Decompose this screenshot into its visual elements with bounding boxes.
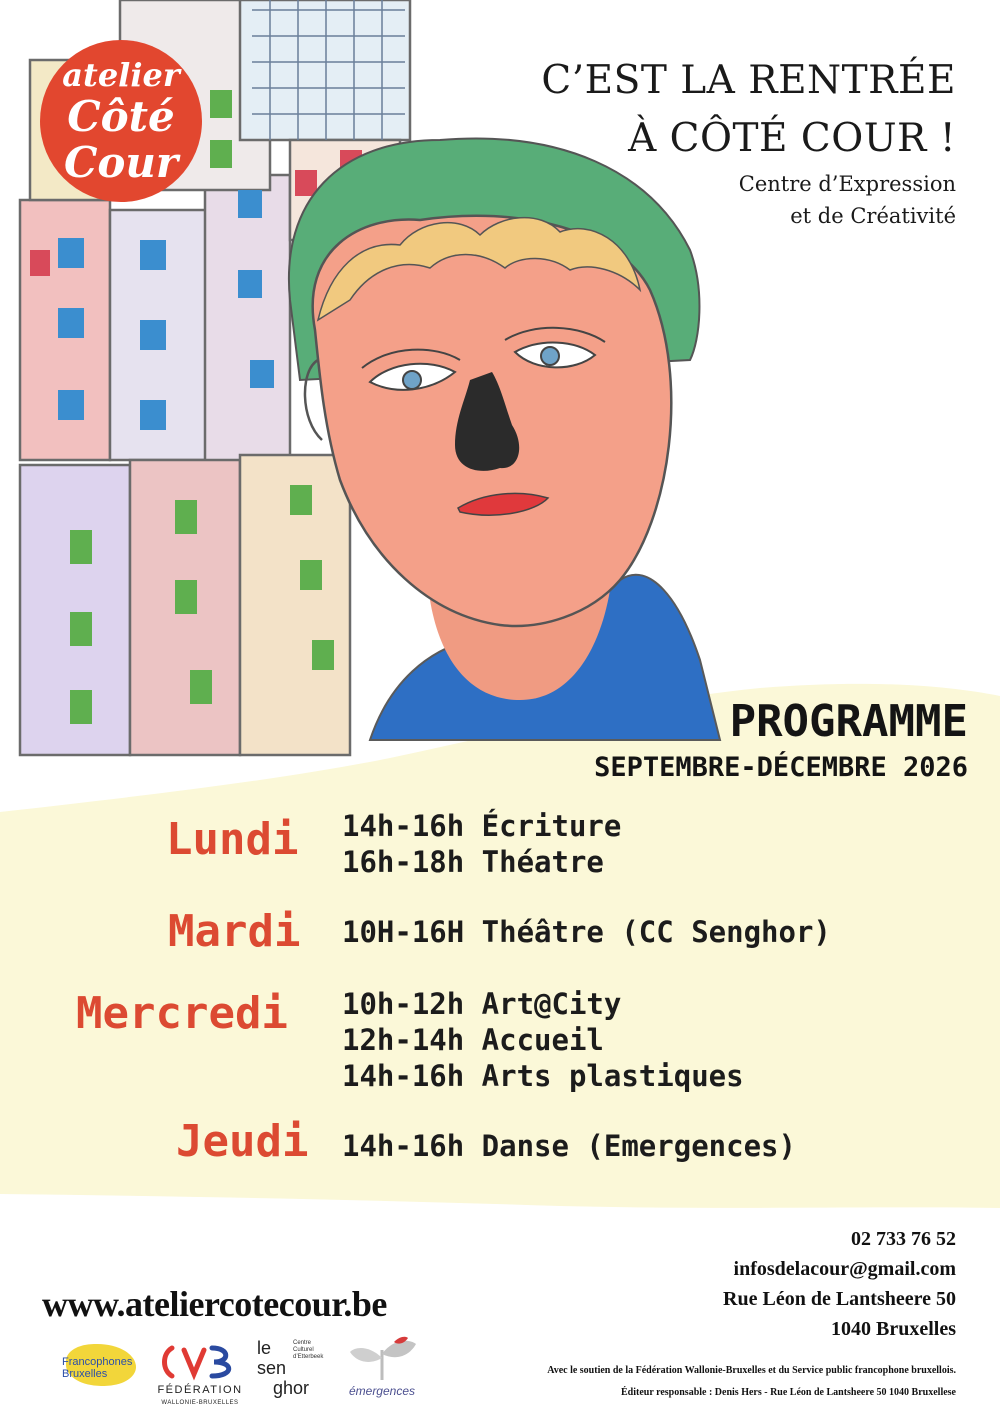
address-line-1: Rue Léon de Lantsheere 50: [723, 1288, 956, 1310]
headline-line-1: C’EST LA RENTRÉE: [541, 58, 956, 103]
schedule-jeudi: [342, 1128, 796, 1164]
schedule-slot: 14h-16h Danse (Emergences): [342, 1129, 796, 1163]
editor-text: Éditeur responsable : Denis Hers - Rue Léon de Lantsheere 50 1040 Bruxellese: [621, 1387, 956, 1398]
partner-senghor-l1: le: [257, 1338, 272, 1358]
logo-line-1: atelier: [62, 56, 180, 94]
day-jeudi: Jeudi: [176, 1116, 309, 1167]
partner-francophones-line-1: Francophones: [62, 1356, 133, 1368]
schedule-slot: 12h-14h Accueil: [342, 1023, 604, 1057]
partner-senghor-small-3: d’Etterbeek: [293, 1354, 324, 1360]
logo-line-2: Côté: [67, 92, 175, 141]
headline-line-2: À CÔTÉ COUR !: [628, 116, 956, 161]
partner-senghor-small-2: Culturel: [293, 1347, 314, 1353]
schedule-mardi: [342, 914, 831, 950]
programme-period: SEPTEMBRE-DÉCEMBRE 2026: [594, 752, 968, 783]
schedule-slot: 10H-16H Théâtre (CC Senghor): [342, 915, 831, 949]
schedule-mercredi: [342, 986, 744, 1094]
leaf-icon: [342, 1336, 422, 1382]
federation-wallonie-bruxelles-logo: [150, 1340, 250, 1406]
senghor-logo: [255, 1338, 345, 1400]
atelier-cote-cour-logo: [40, 40, 202, 202]
day-lundi: Lundi: [166, 814, 299, 865]
email-address[interactable]: infosdelacour@gmail.com: [733, 1258, 956, 1280]
schedule-slot: 14h-16h Écriture: [342, 809, 622, 843]
contact-block: [723, 1224, 956, 1344]
address-line-2: 1040 Bruxelles: [831, 1318, 956, 1340]
day-mardi: Mardi: [168, 906, 301, 957]
website-link[interactable]: www.ateliercotecour.be: [42, 1284, 387, 1324]
programme-title: PROGRAMME: [729, 696, 968, 747]
schedule-slot: 10h-12h Art@City: [342, 987, 622, 1021]
partner-francophones-line-2: Bruxelles: [62, 1368, 108, 1380]
day-mercredi: Mercredi: [76, 988, 288, 1039]
francophones-bruxelles-logo: [62, 1344, 146, 1388]
subtitle-line-2: et de Créativité: [790, 204, 956, 228]
support-text: Avec le soutien de la Fédération Wallonie-Bruxelles et du Service public francophone bruxellois.: [547, 1365, 956, 1376]
partner-federation-word-1: FÉDÉRATION: [157, 1384, 243, 1396]
schedule-slot: 16h-18h Théatre: [342, 845, 604, 879]
emergences-logo: [342, 1336, 422, 1402]
schedule-lundi: [342, 808, 621, 880]
fwb-mark-icon: [150, 1340, 250, 1384]
partner-senghor-l3: ghor: [273, 1378, 310, 1398]
schedule-slot: 14h-16h Arts plastiques: [342, 1059, 744, 1093]
partner-federation-word-2: WALLONIE-BRUXELLES: [161, 1400, 239, 1406]
logo-line-3: Cour: [63, 138, 179, 187]
credits-block: [547, 1360, 956, 1404]
partner-senghor-l2: sen: [257, 1358, 287, 1378]
subtitle-line-1: Centre d’Expression: [738, 172, 956, 196]
phone-number: 02 733 76 52: [851, 1228, 956, 1250]
header: [541, 52, 956, 232]
partner-emergences-word: émergences: [348, 1384, 416, 1398]
partner-senghor-small-1: Centre: [293, 1340, 312, 1346]
